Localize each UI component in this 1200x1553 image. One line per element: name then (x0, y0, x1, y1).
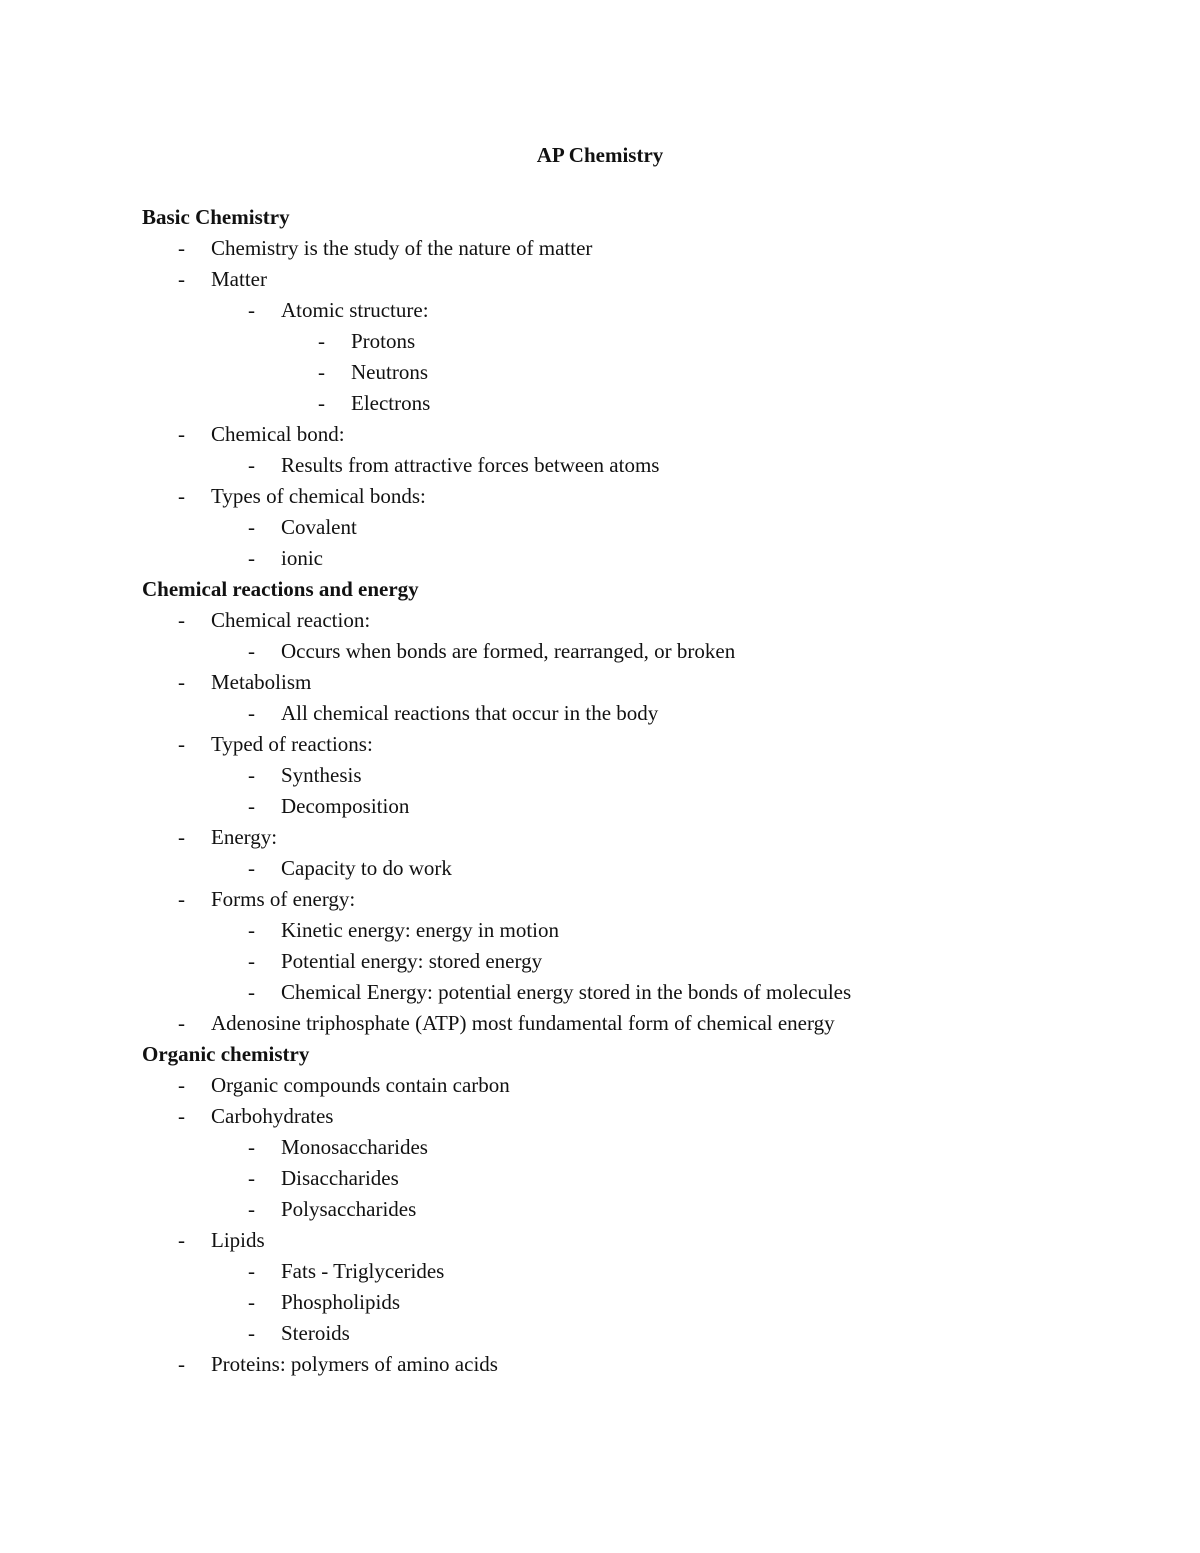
list-item (248, 1256, 1142, 1287)
list-item-text: Adenosine triphosphate (ATP) most fundamental form of chemical energy (211, 1011, 835, 1035)
list-item (178, 264, 1142, 295)
list-item-text: Monosaccharides (281, 1135, 428, 1159)
bullet-dash: - (178, 825, 185, 849)
list-item (178, 1008, 1142, 1039)
bullet-dash: - (248, 546, 255, 570)
list-item-text: Kinetic energy: energy in motion (281, 918, 559, 942)
list-item-text: Lipids (211, 1228, 265, 1252)
list-item (248, 853, 1142, 884)
bullet-dash: - (178, 484, 185, 508)
list-item (248, 1318, 1142, 1349)
bullet-dash: - (178, 1073, 185, 1097)
bullet-dash: - (178, 732, 185, 756)
bullet-dash: - (248, 1197, 255, 1221)
section-heading: Chemical reactions and energy (142, 577, 419, 601)
section-heading: Basic Chemistry (142, 205, 290, 229)
list-item (178, 233, 1142, 264)
list-item (178, 667, 1142, 698)
list-item-text: Covalent (281, 515, 357, 539)
list-item-text: Neutrons (351, 360, 428, 384)
list-item-text: Protons (351, 329, 416, 353)
bullet-dash: - (248, 1135, 255, 1159)
list-item (178, 822, 1142, 853)
list-item (248, 295, 1142, 326)
list-item-text: All chemical reactions that occur in the body (281, 701, 659, 725)
bullet-dash: - (178, 267, 185, 291)
list-item-text: Steroids (281, 1321, 350, 1345)
list-item-text: Capacity to do work (281, 856, 452, 880)
list-item-text: Chemistry is the study of the nature of matter (211, 236, 593, 260)
list-item-text: Fats - Triglycerides (281, 1259, 445, 1283)
list-item (248, 512, 1142, 543)
list-item-text: Forms of energy: (211, 887, 356, 911)
bullet-dash: - (248, 856, 255, 880)
list-item (248, 1287, 1142, 1318)
bullet-dash: - (248, 980, 255, 1004)
section-heading: Organic chemistry (142, 1042, 310, 1066)
list-item (248, 791, 1142, 822)
document-body (142, 202, 1142, 1380)
list-item (178, 1225, 1142, 1256)
list-item-text: Organic compounds contain carbon (211, 1073, 510, 1097)
list-item (248, 915, 1142, 946)
bullet-dash: - (248, 1166, 255, 1190)
bullet-dash: - (248, 763, 255, 787)
list-item (178, 605, 1142, 636)
list-item-text: Carbohydrates (211, 1104, 334, 1128)
bullet-dash: - (178, 1352, 185, 1376)
list-item-text: Energy: (211, 825, 278, 849)
list-item-text: Potential energy: stored energy (281, 949, 543, 973)
list-item-text: Metabolism (211, 670, 312, 694)
list-item-text: Electrons (351, 391, 431, 415)
list-item (318, 357, 1142, 388)
list-item-text: Results from attractive forces between atoms (281, 453, 660, 477)
list-item-text: Typed of reactions: (211, 732, 373, 756)
list-item (248, 636, 1142, 667)
list-item (248, 1132, 1142, 1163)
list-item-text: Matter (211, 267, 267, 291)
list-item-text: Phospholipids (281, 1290, 401, 1314)
bullet-dash: - (178, 1104, 185, 1128)
bullet-dash: - (178, 887, 185, 911)
bullet-dash: - (248, 1290, 255, 1314)
list-item-text: Proteins: polymers of amino acids (211, 1352, 498, 1376)
list-item (248, 1194, 1142, 1225)
list-item-text: Chemical Energy: potential energy stored in the bonds of molecules (281, 980, 852, 1004)
list-item (248, 946, 1142, 977)
bullet-dash: - (248, 918, 255, 942)
list-item-text: ionic (281, 546, 323, 570)
bullet-dash: - (318, 329, 325, 353)
list-item (178, 729, 1142, 760)
list-item-text: Occurs when bonds are formed, rearranged, or broken (281, 639, 736, 663)
list-item (248, 543, 1142, 574)
list-item (248, 698, 1142, 729)
bullet-dash: - (318, 391, 325, 415)
bullet-dash: - (248, 298, 255, 322)
list-item (318, 388, 1142, 419)
list-item-text: Chemical reaction: (211, 608, 371, 632)
list-item-text: Types of chemical bonds: (211, 484, 426, 508)
bullet-dash: - (178, 608, 185, 632)
bullet-dash: - (248, 639, 255, 663)
bullet-dash: - (178, 670, 185, 694)
list-item-text: Chemical bond: (211, 422, 345, 446)
bullet-dash: - (318, 360, 325, 384)
bullet-dash: - (178, 422, 185, 446)
bullet-dash: - (178, 1228, 185, 1252)
bullet-dash: - (248, 515, 255, 539)
bullet-dash: - (248, 949, 255, 973)
bullet-dash: - (248, 1259, 255, 1283)
document-title: AP Chemistry (536, 143, 664, 167)
bullet-dash: - (248, 1321, 255, 1345)
bullet-dash: - (248, 794, 255, 818)
list-item (178, 481, 1142, 512)
list-item (178, 419, 1142, 450)
bullet-dash: - (248, 701, 255, 725)
bullet-dash: - (248, 453, 255, 477)
list-item (248, 1163, 1142, 1194)
list-item (178, 884, 1142, 915)
list-item-text: Atomic structure: (281, 298, 429, 322)
bullet-dash: - (178, 236, 185, 260)
list-item (248, 760, 1142, 791)
bullet-dash: - (178, 1011, 185, 1035)
list-item-text: Decomposition (281, 794, 410, 818)
list-item-text: Polysaccharides (281, 1197, 417, 1221)
list-item-text: Synthesis (281, 763, 362, 787)
list-item (178, 1349, 1142, 1380)
list-item (318, 326, 1142, 357)
list-item (248, 977, 1142, 1008)
list-item (178, 1070, 1142, 1101)
list-item-text: Disaccharides (281, 1166, 399, 1190)
list-item (178, 1101, 1142, 1132)
list-item (248, 450, 1142, 481)
